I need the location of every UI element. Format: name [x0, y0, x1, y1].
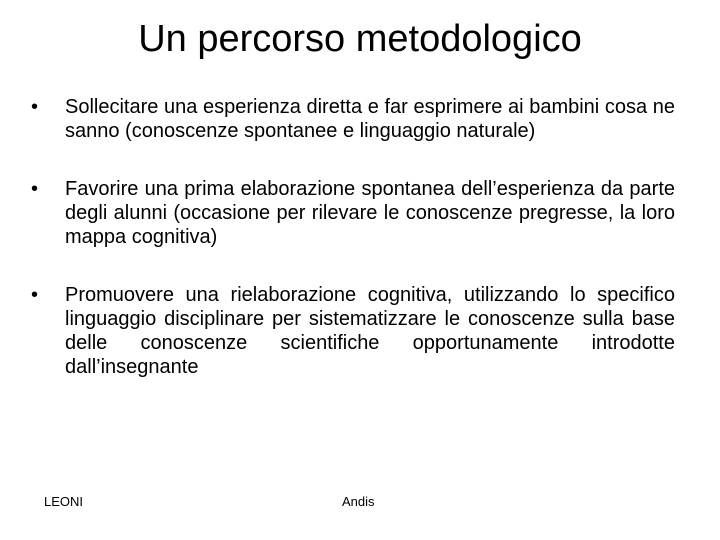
bullet-icon: • [31, 96, 39, 118]
bullet-text: Favorire una prima elaborazione spontanea dell’esperienza da parte degli alunni (occasione per rilevare le conoscenze pregresse, la loro mappa cognitiva) [65, 178, 675, 248]
bullet-icon: • [31, 178, 39, 200]
footer-author: LEONI [44, 494, 84, 509]
bullet-icon: • [31, 284, 39, 306]
bullet-item [31, 177, 675, 249]
footer-center-label: Andis [342, 494, 375, 509]
bullet-text: Sollecitare una esperienza diretta e far esprimere ai bambini cosa ne sanno (conoscenze spontanee e linguaggio naturale) [65, 96, 675, 142]
bullet-list [31, 95, 675, 379]
bullet-item [31, 283, 675, 379]
bullet-item [31, 95, 675, 143]
slide-title: Un percorso metodologico [138, 18, 582, 60]
bullet-text: Promuovere una rielaborazione cognitiva, utilizzando lo specifico linguaggio disciplinare per sistematizzare le conoscenze sulla base delle conoscenze scientifiche opportunamente introdotte dall’insegnante [65, 284, 675, 378]
